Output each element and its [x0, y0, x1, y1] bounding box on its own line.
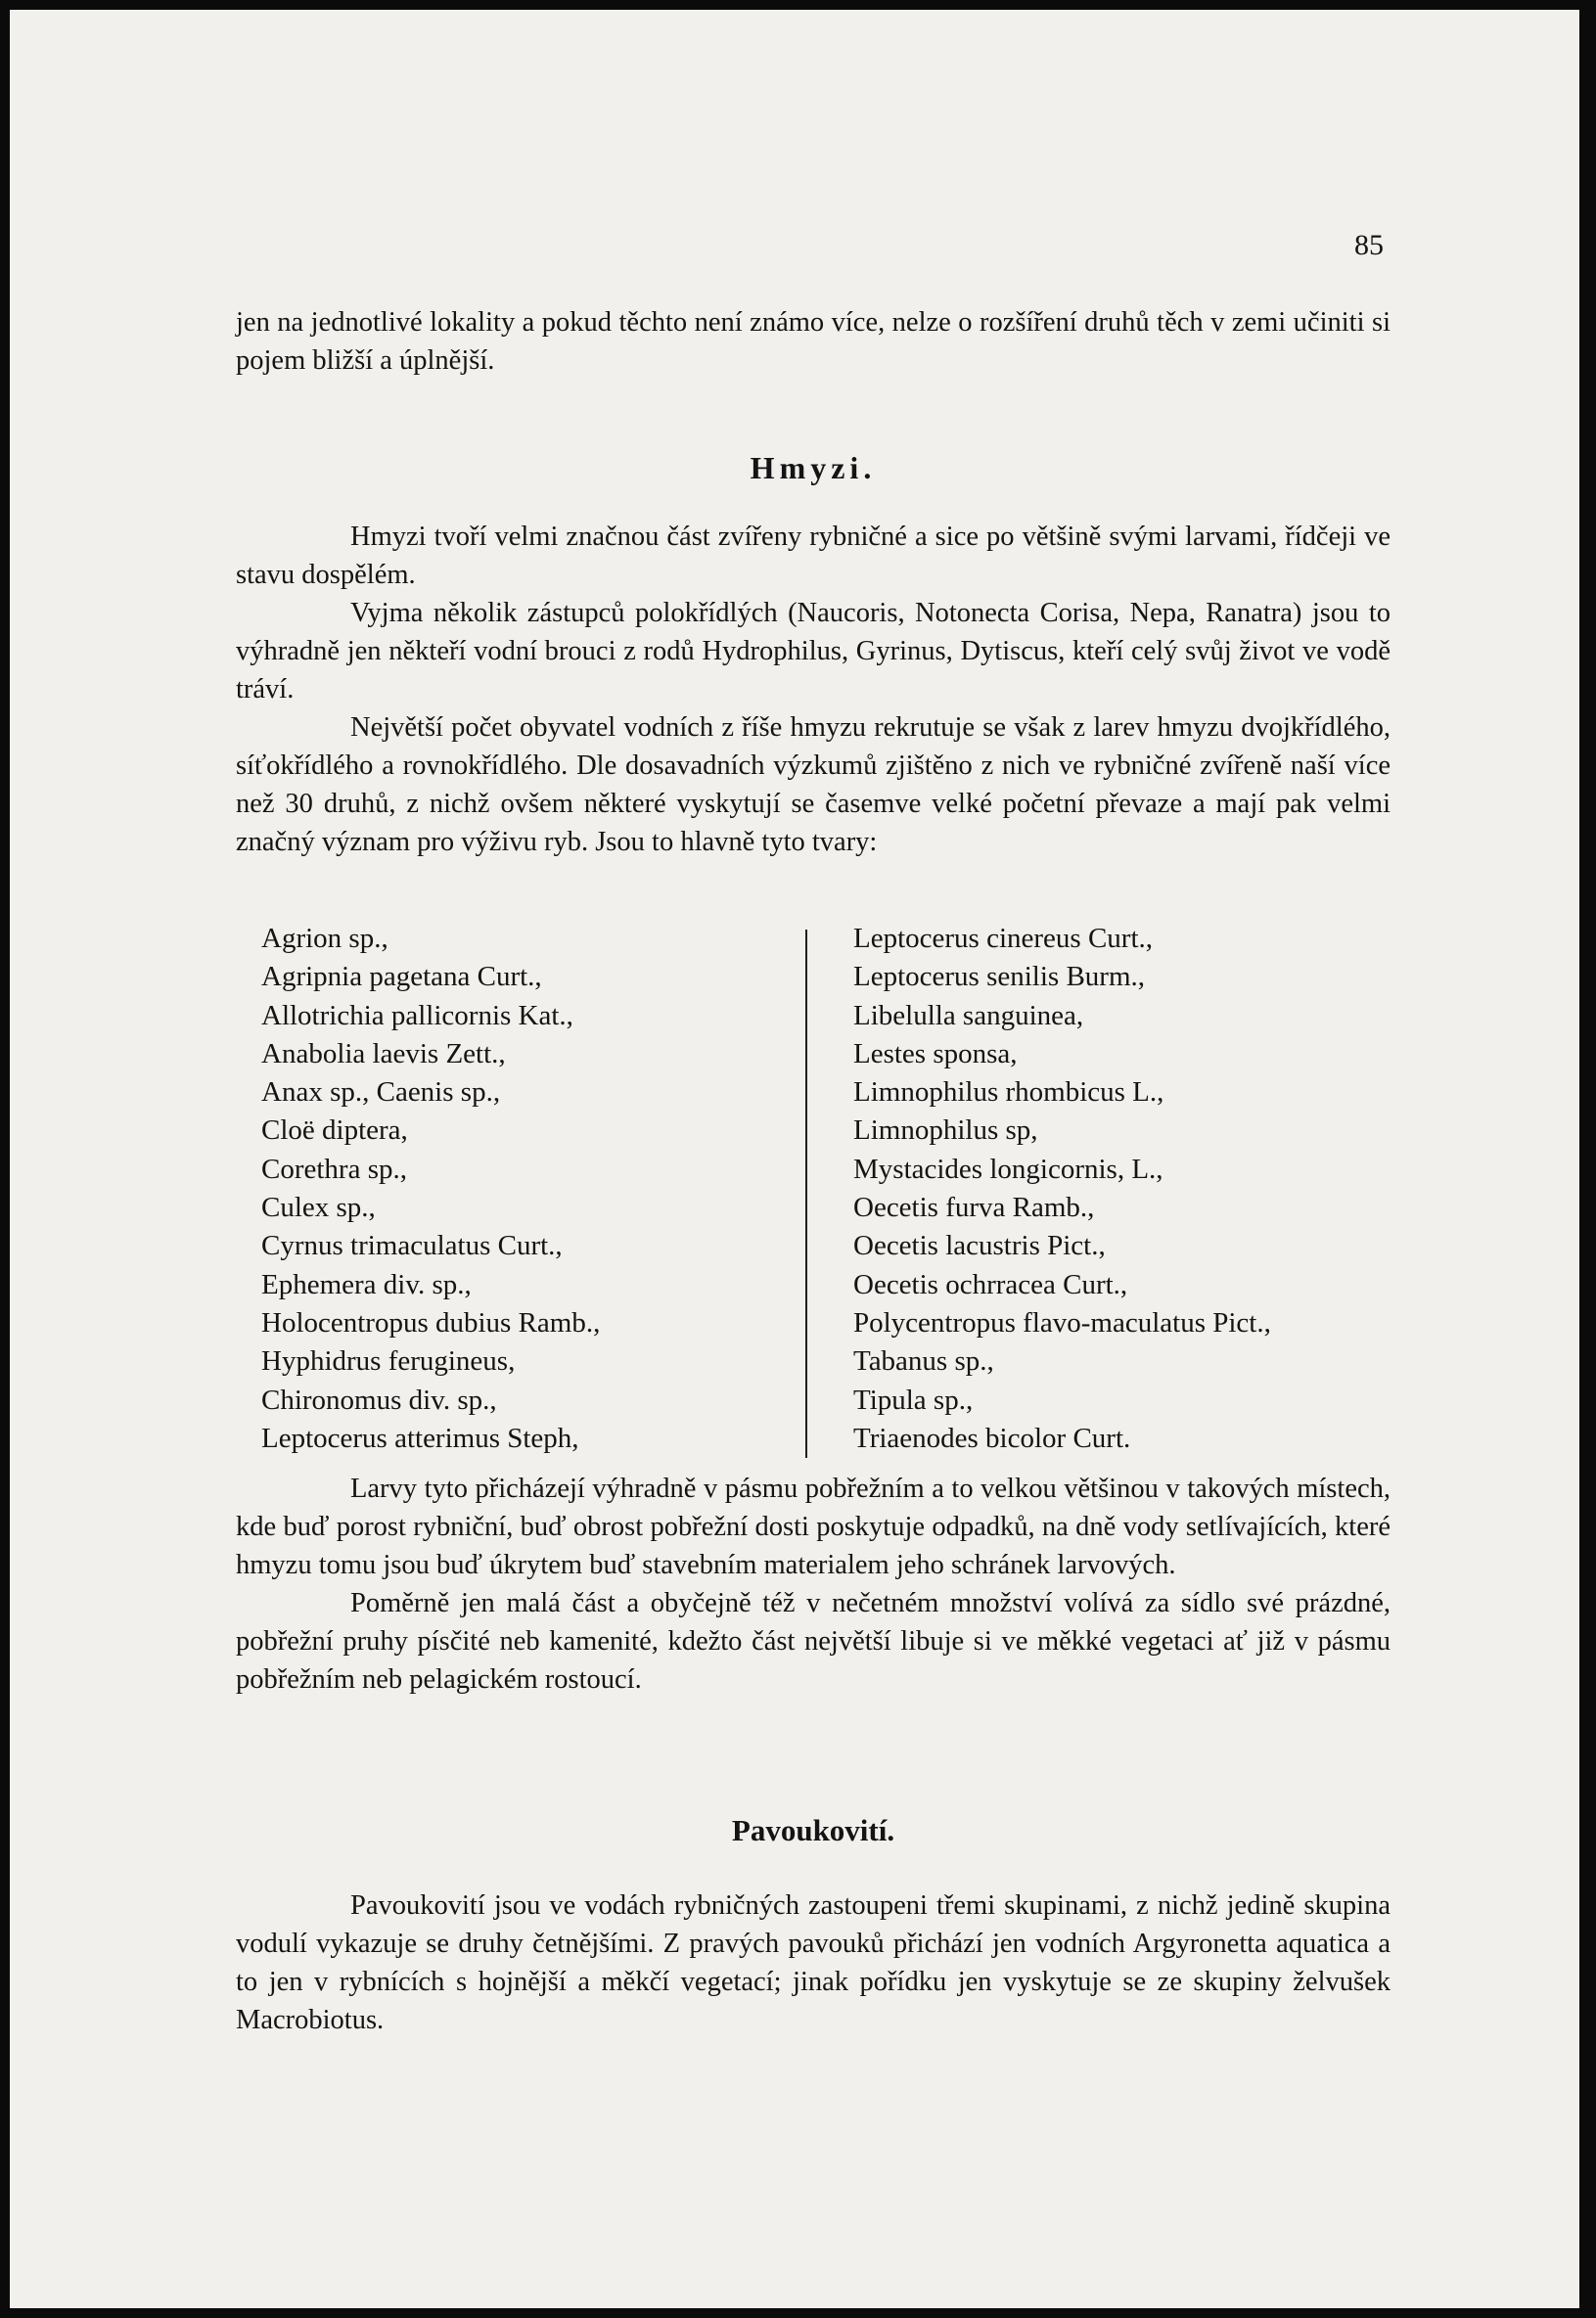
- species-column-left: [261, 920, 600, 1458]
- species-item: Allotrichia pallicornis Kat.,: [261, 999, 573, 1031]
- species-item: Ephemera div. sp.,: [261, 1268, 472, 1300]
- section-heading-spiders: Pavoukovití.: [731, 1813, 895, 1847]
- species-item: Corethra sp.,: [261, 1153, 407, 1185]
- species-item: Limnophilus sp,: [853, 1114, 1038, 1147]
- species-item: Mystacides longicornis, L.,: [853, 1153, 1163, 1185]
- paragraph: Hmyzi tvoří velmi značnou část zvířeny rybničné a sice po většině svými larvami, řídčeji ve stavu dospělém.: [236, 522, 1391, 590]
- paragraph: Pavoukovití jsou ve vodách rybničných zastoupeni třemi skupinami, z nichž jedině skupina vodulí vykazuje se druhy četnějšími. Z pravých pavouků přichází jen vodních Argyronetta aquatica a to jen v rybnících s hojnější a měkčí vegetací; jinak pořídku jen vyskytuje se ze skupiny želvušek Macrobiotus.: [236, 1890, 1391, 2035]
- paragraph: Největší počet obyvatel vodních z říše hmyzu rekrutuje se však z larev hmyzu dvojkřídlého, síťokřídlého a rovnokřídlého. Dle dosavadních výzkumů zjištěno z nich ve rybničné zvířeně naší více než 30 druhů, z nichž ovšem některé vyskytují se časemve velké početní převaze a mají pak velmi značný význam pro výživu ryb. Jsou to hlavně tyto tvary:: [236, 712, 1391, 857]
- species-item: Tabanus sp.,: [853, 1345, 994, 1378]
- species-item: Anabolia laevis Zett.,: [261, 1037, 506, 1069]
- paragraph: Poměrně jen malá část a obyčejně též v nečetném množství volívá za sídlo své prázdné, pobřežní pruhy písčité neb kamenité, kdežto část největší libuje si ve měkké vegetaci ať již v pásmu pobřežním neb pelagickém rostoucí.: [236, 1588, 1391, 1695]
- species-item: Leptocerus senilis Burm.,: [853, 961, 1146, 993]
- larvae-section-text: [236, 1470, 1391, 1699]
- species-item: Leptocerus atterimus Steph,: [261, 1422, 579, 1454]
- paragraph: Vyjma několik zástupců polokřídlých (Naucoris, Notonecta Corisa, Nepa, Ranatra) jsou to výhradně jen někteří vodní brouci z rodů Hydrophilus, Gyrinus, Dytiscus, kteří celý svůj život ve vodě tráví.: [236, 598, 1391, 704]
- species-item: Oecetis lacustris Pict.,: [853, 1230, 1106, 1262]
- species-column-right: [853, 920, 1271, 1458]
- species-item: Libelulla sanguinea,: [853, 999, 1084, 1031]
- species-item: Agrion sp.,: [261, 923, 388, 954]
- species-item: Agripnia pagetana Curt.,: [261, 961, 542, 993]
- page-number: 85: [1354, 229, 1384, 261]
- paragraph: Larvy tyto přicházejí výhradně v pásmu pobřežním a to velkou většinou v takových místech, kde buď porost rybniční, buď obrost pobřežní dosti poskytuje odpadků, na dně vody setlívajících, které hmyzu tomu jsou buď úkrytem buď stavebním materialem jeho schránek larvových.: [236, 1474, 1391, 1580]
- species-item: Leptocerus cinereus Curt.,: [853, 923, 1154, 954]
- species-item: Anax sp., Caenis sp.,: [261, 1076, 501, 1109]
- species-item: Polycentropus flavo-maculatus Pict.,: [853, 1306, 1271, 1339]
- species-item: Tipula sp.,: [853, 1384, 974, 1416]
- species-item: Hyphidrus ferugineus,: [261, 1345, 516, 1378]
- species-item: Oecetis furva Ramb.,: [853, 1192, 1095, 1224]
- intro-paragraph: [236, 303, 1391, 380]
- species-list: [261, 920, 1396, 1463]
- species-item: Limnophilus rhombicus L.,: [853, 1076, 1164, 1109]
- species-item: Cloë diptera,: [261, 1114, 408, 1147]
- species-item: Triaenodes bicolor Curt.: [853, 1422, 1131, 1454]
- spiders-section-text: [236, 1886, 1391, 2039]
- species-item: Holocentropus dubius Ramb.,: [261, 1306, 601, 1339]
- section-heading-insects: Hmyzi.: [750, 450, 877, 485]
- species-item: Lestes sponsa,: [853, 1037, 1018, 1069]
- species-item: Chironomus div. sp.,: [261, 1384, 497, 1416]
- intro-text: jen na jednotlivé lokality a pokud těchto není známo více, nelze o rozšíření druhů těch v zemi učiniti si pojem bližší a úplnější.: [236, 307, 1391, 376]
- insects-section-text: [236, 518, 1391, 861]
- species-item: Cyrnus trimaculatus Curt.,: [261, 1230, 563, 1262]
- species-item: Culex sp.,: [261, 1192, 376, 1224]
- species-item: Oecetis ochrracea Curt.,: [853, 1268, 1128, 1300]
- book-page: [10, 10, 1579, 2308]
- column-divider: [805, 930, 807, 1458]
